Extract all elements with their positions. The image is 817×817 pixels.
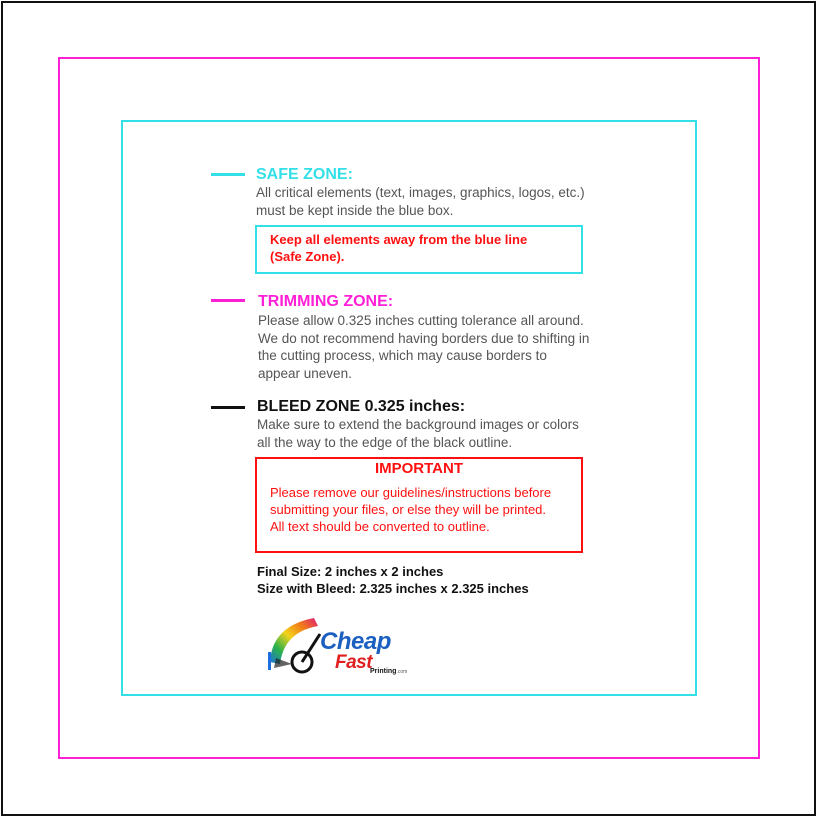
safe-zone-note: [270, 231, 527, 265]
safe-zone-description: [256, 184, 585, 219]
bleed-zone-color-swatch: [211, 406, 245, 409]
safe-zone-heading: SAFE ZONE:: [256, 166, 353, 183]
trimming-zone-heading: TRIMMING ZONE:: [258, 293, 394, 310]
size-with-bleed: Size with Bleed: 2.325 inches x 2.325 inches: [257, 581, 529, 596]
safe-zone-line: must be kept inside the blue box.: [256, 202, 454, 218]
bleed-zone-line: Make sure to extend the background images or colors: [257, 417, 579, 432]
final-size: Final Size: 2 inches x 2 inches: [257, 564, 444, 579]
bleed-zone-heading: BLEED ZONE 0.325 inches:: [257, 398, 466, 415]
bleed-zone-line: all the way to the edge of the black outline.: [257, 434, 513, 450]
logo-printing-text: Printing: [370, 668, 397, 675]
size-specs: [257, 563, 529, 597]
trimming-zone-color-swatch: [211, 299, 245, 302]
safe-zone-note-line: (Safe Zone).: [270, 249, 345, 264]
speed-splash-icon: [274, 658, 292, 668]
important-line: All text should be converted to outline.: [270, 519, 490, 534]
safe-zone-note-line: Keep all elements away from the blue line: [270, 232, 528, 247]
logo-word-printing: [370, 668, 407, 675]
trimming-zone-line: appear uneven.: [258, 365, 352, 381]
trimming-zone-line: the cutting process, which may cause borders to: [258, 348, 547, 363]
trimming-zone-description: [258, 312, 589, 382]
logo-suffix: .com: [396, 669, 408, 675]
logo-word-fast: Fast: [335, 652, 373, 673]
trimming-zone-line: Please allow 0.325 inches cutting tolerance all around.: [258, 313, 584, 328]
important-line: Please remove our guidelines/instructions before: [270, 485, 552, 500]
important-title: IMPORTANT: [374, 460, 464, 477]
bleed-zone-description: [257, 416, 579, 451]
paint-drip-icon: [268, 652, 271, 670]
safe-zone-color-swatch: [211, 173, 245, 176]
safe-zone-line: All critical elements (text, images, graphics, logos, etc.): [256, 185, 585, 200]
logo-word-cheap: Cheap: [320, 628, 391, 655]
important-notice: [270, 484, 551, 535]
important-line: submitting your files, or else they will be printed.: [270, 502, 547, 517]
trimming-zone-line: We do not recommend having borders due to shifting in: [258, 330, 590, 346]
